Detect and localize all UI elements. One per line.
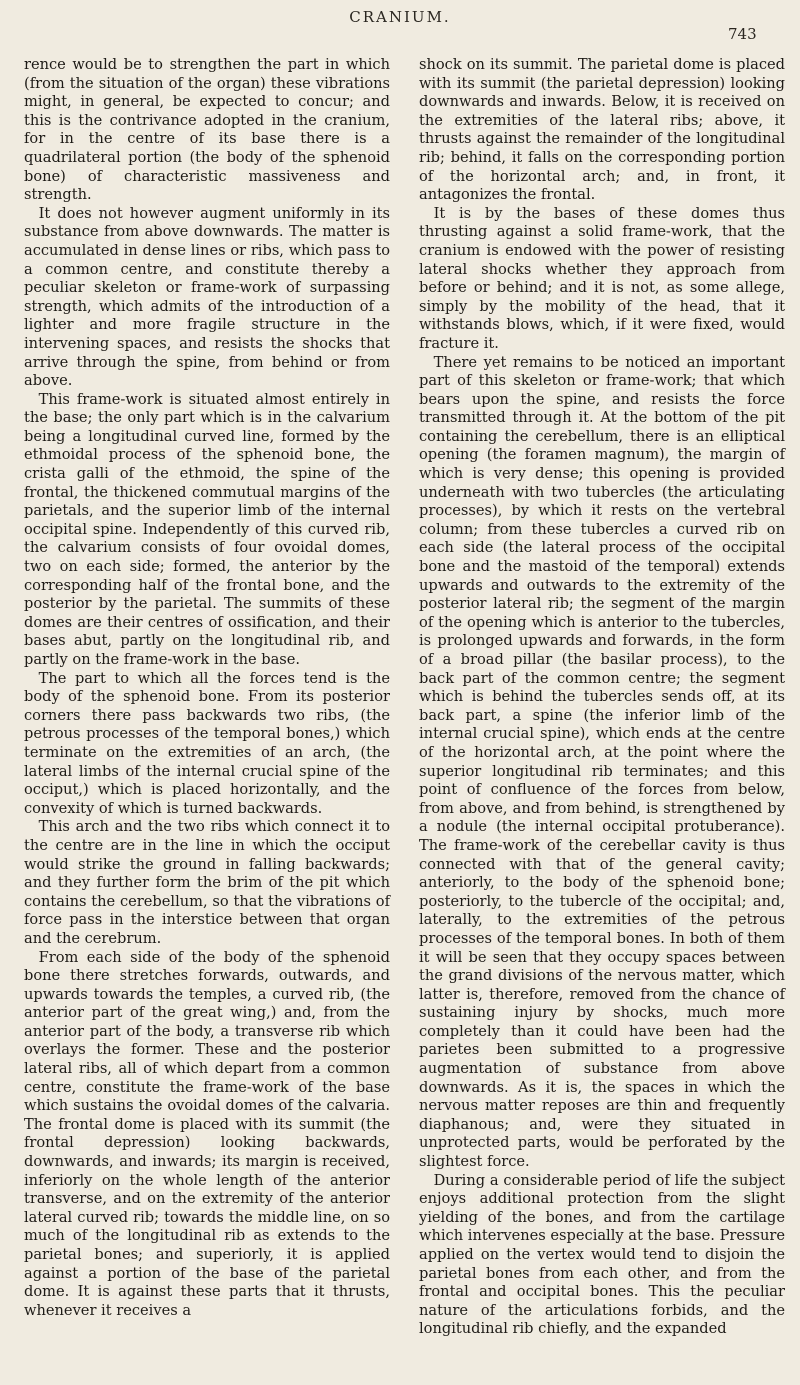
running-header-title: CRANIUM. bbox=[349, 8, 451, 26]
paragraph: This arch and the two ribs which connect it to the centre are in the line in which the occiput would strike the ground in falling backwards; and they further form the brim of the pit which contains the cerebellum, so that the vibrations of force pass in the interstice between that organ and the cerebrum. bbox=[24, 818, 390, 947]
paragraph: During a considerable period of life the subject enjoys additional protection from the slight yielding of the bones, and from the cartilage which intervenes especially at the base. Pressure applied on the vertex would tend to disjoin the parietal bones from each other, and from the frontal and occipital bones. This the peculiar nature of the articulations forbids, and the longitudinal rib chiefly, and the expanded bbox=[419, 1171, 785, 1338]
page-number: 743 bbox=[728, 25, 757, 43]
paragraph: There yet remains to be noticed an important part of this skeleton or frame-work; that which bears upon the spine, and resists the force transmitted through it. At the bottom of the pit containing the cerebellum, there is an elliptical opening (the foramen magnum), the margin of which is very dense; this opening is provided underneath with two tubercles (the articulating processes), by which it rests on the vertebral column; from these tubercles a curved rib on each side (the lateral process of the occipital bone and the mastoid of the temporal) extends upwards and outwards to the extremity of the posterior lateral rib; the segment of the margin of the opening which is anterior to the tubercles, is prolonged upwards and forwards, in the form of a broad pillar (the basilar process), to the back part of the common centre; the segment which is behind the tubercles sends off, at its back part, a spine (the inferior limb of the internal crucial spine), which ends at the centre of the horizontal arch, at the point where the superior longitudinal rib terminates; and this point of confluence of the forces from below, from above, and from behind, is strengthened by a nodule (the internal occipital protuberance). The frame-work of the cerebellar cavity is thus connected with that of the general cavity; anteriorly, to the body of the sphenoid bone; posteriorly, to the tubercle of the occipital; and, laterally, to the extremities of the petrous processes of the temporal bones. In both of them it will be seen that they occupy spaces between the grand divisions of the nervous matter, which latter is, therefore, removed from the chance of sustaining injury by shocks, much more completely than it could have been had the parietes been submitted to a progressive augmentation of substance from above downwards. As it is, the spaces in which the nervous matter reposes are thin and frequently diaphanous; and, were they situated in unprotected parts, would be perforated by the slightest force. bbox=[419, 353, 785, 1171]
left-column bbox=[24, 56, 390, 1320]
paragraph: It is by the bases of these domes thus thrusting against a solid frame-work, that the cranium is endowed with the power of resisting lateral shocks whether they approach from before or behind; and it is not, as some allege, simply by the mobility of the head, that it withstands blows, which, if it were fixed, would fracture it. bbox=[419, 204, 785, 352]
paragraph: The part to which all the forces tend is the body of the sphenoid bone. From its posterior corners there pass backwards two ribs, (the petrous processes of the temporal bones,) which terminate on the extremities of an arch, (the lateral limbs of the internal crucial spine of the occiput,) which is placed horizontally, and the convexity of which is turned backwards. bbox=[24, 669, 390, 817]
paragraph: From each side of the body of the sphenoid bone there stretches forwards, outwards, and upwards towards the temples, a curved rib, (the anterior part of the great wing,) and, from the anterior part of the body, a transverse rib which overlays the former. These and the posterior lateral ribs, all of which depart from a common centre, constitute the frame-work of the base which sustains the ovoidal domes of the calvaria. The frontal dome is placed with its summit (the frontal depression) looking backwards, downwards, and inwards; its margin is received, inferiorly on the whole length of the anterior transverse, and on the extremity of the anterior lateral curved rib; towards the middle line, on so much of the longitudinal rib as extends to the parietal bones; and superiorly, it is applied against a portion of the base of the parietal dome. It is against these parts that it thrusts, whenever it receives a bbox=[24, 948, 390, 1319]
paragraph: rence would be to strengthen the part in which (from the situation of the organ) these vibrations might, in general, be expected to concur; and this is the contrivance adopted in the cranium, for in the centre of its base there is a quadrilateral portion (the body of the sphenoid bone) of characteristic massiveness and strength. bbox=[24, 56, 390, 204]
paragraph: It does not however augment uniformly in its substance from above downwards. The matter is accumulated in dense lines or ribs, which pass to a common centre, and constitute thereby a peculiar skeleton or frame-work of surpassing strength, which admits of the introduction of a lighter and more fragile structure in the intervening spaces, and resists the shocks that arrive through the spine, from behind or from above. bbox=[24, 204, 390, 390]
paragraph: This frame-work is situated almost entirely in the base; the only part which is in the calvarium being a longitudinal curved line, formed by the ethmoidal process of the sphenoid bone, the crista galli of the ethmoid, the spine of the frontal, the thickened commutual margins of the parietals, and the superior limb of the internal occipital spine. Independently of this curved rib, the calvarium consists of four ovoidal domes, two on each side; formed, the anterior by the corresponding half of the frontal bone, and the posterior by the parietal. The summits of these domes are their centres of ossification, and their bases abut, partly on the longitudinal rib, and partly on the frame-work in the base. bbox=[24, 390, 390, 668]
right-column bbox=[419, 56, 785, 1339]
paragraph: shock on its summit. The parietal dome is placed with its summit (the parietal depression) looking downwards and inwards. Below, it is received on the extremities of the lateral ribs; above, it thrusts against the remainder of the longitudinal rib; behind, it falls on the corresponding portion of the horizontal arch; and, in front, it antagonizes the frontal. bbox=[419, 56, 785, 204]
